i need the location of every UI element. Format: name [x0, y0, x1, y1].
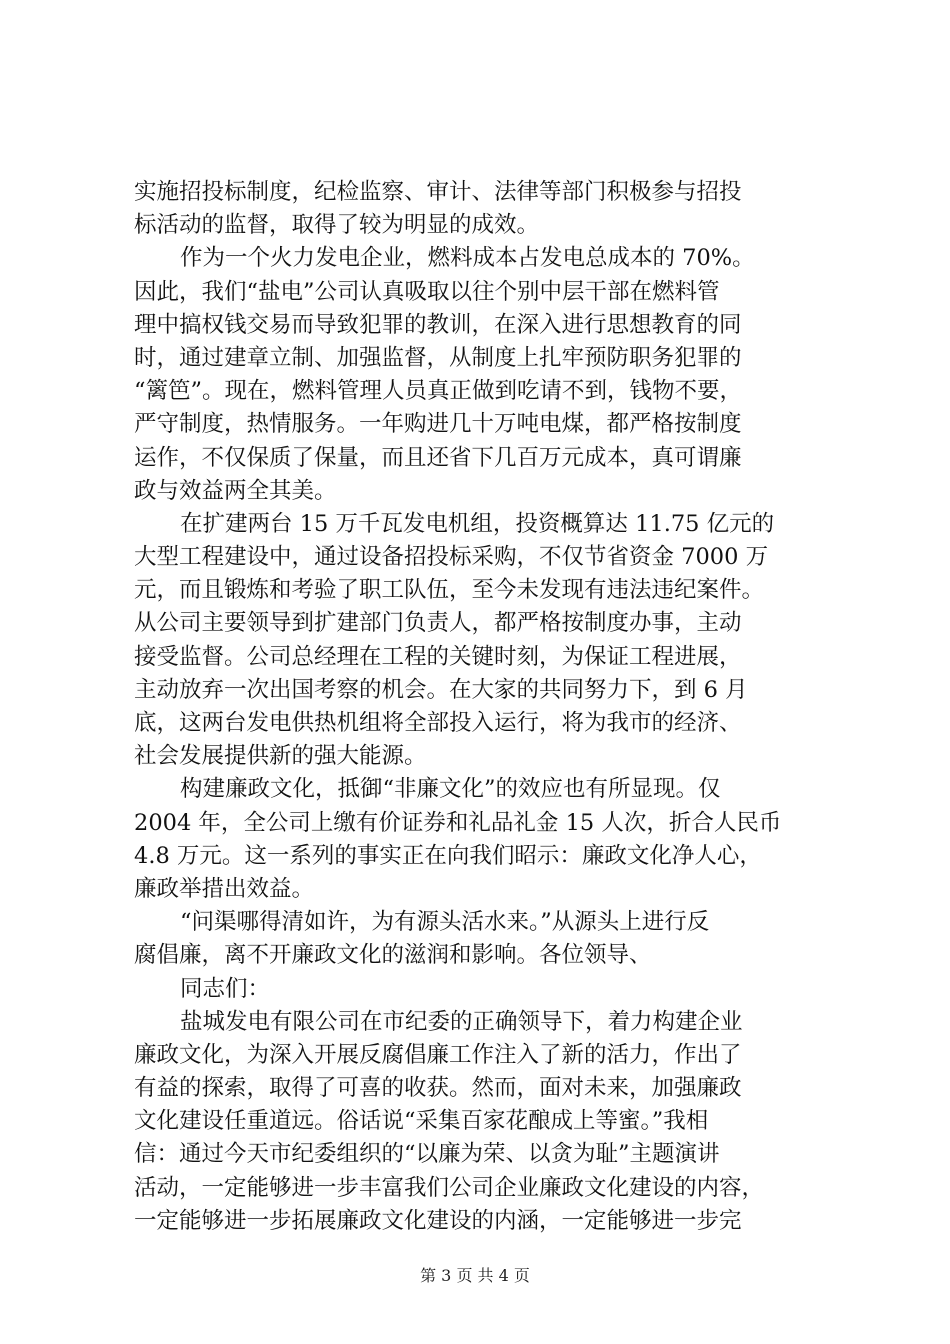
text-line: 作为一个火力发电企业，燃料成本占发电总成本的 70%。: [180, 245, 755, 272]
text-line: 社会发展提供新的强大能源。: [134, 743, 427, 770]
text-line: “篱笆”。现在，燃料管理人员真正做到吃请不到，钱物不要，: [134, 378, 743, 405]
text-line: 因此，我们“盐电”公司认真吸取以往个别中层干部在燃料管: [134, 278, 720, 305]
text-line: 构建廉政文化，抵御“非廉文化”的效应也有所显现。仅: [180, 776, 721, 803]
text-line: 主动放弃一次出国考察的机会。在大家的共同努力下，到 6 月: [134, 676, 748, 703]
text-line: 腐倡廉，离不开廉政文化的滋润和影响。各位领导、: [134, 942, 652, 969]
text-line: 活动，一定能够进一步丰富我们公司企业廉政文化建设的内容，: [134, 1174, 765, 1201]
text-line: 盐城发电有限公司在市纪委的正确领导下，着力构建企业: [180, 1008, 743, 1035]
document-body: [134, 176, 824, 1238]
text-line: 理中搞权钱交易而导致犯罪的教训，在深入进行思想教育的同: [134, 311, 742, 338]
text-line: 有益的探索，取得了可喜的收获。然而，面对未来，加强廉政: [134, 1075, 742, 1102]
text-line: 2004 年，全公司上缴有价证券和礼品礼金 15 人次，折合人民币: [134, 809, 782, 836]
text-line: 一定能够进一步拓展廉政文化建设的内涵，一定能够进一步完: [134, 1207, 742, 1234]
text-line: 严守制度，热情服务。一年购进几十万吨电煤，都严格按制度: [134, 411, 742, 438]
text-line: 在扩建两台 15 万千瓦发电机组，投资概算达 11.75 亿元的: [180, 510, 775, 537]
text-line: 元，而且锻炼和考验了职工队伍，至今未发现有违法违纪案件。: [134, 577, 765, 604]
text-line: 实施招投标制度，纪检监察、审计、法律等部门积极参与招投: [134, 179, 742, 205]
text-line: 底，这两台发电供热机组将全部投入运行，将为我市的经济、: [134, 710, 742, 736]
text-line: 政与效益两全其美。: [134, 477, 337, 504]
text-line: 廉政文化，为深入开展反腐倡廉工作注入了新的活力，作出了: [134, 1041, 742, 1068]
text-line: 同志们：: [180, 975, 271, 1002]
text-line: 标活动的监督，取得了较为明显的成效。: [134, 212, 540, 239]
text-line: 大型工程建设中，通过设备招投标采购，不仅节省资金 7000 万: [134, 544, 769, 571]
text-line: 文化建设任重道远。俗话说“采集百家花酿成上等蜜。”我相: [134, 1108, 709, 1135]
text-line: 4.8 万元。这一系列的事实正在向我们昭示：廉政文化净人心，: [134, 842, 762, 869]
page-footer: 第 3 页 共 4 页: [420, 1266, 530, 1285]
text-line: 信：通过今天市纪委组织的“以廉为荣、以贪为耻”主题演讲: [134, 1141, 720, 1168]
text-line: 廉政举措出效益。: [134, 875, 315, 902]
text-line: 接受监督。公司总经理在工程的关键时刻，为保证工程进展，: [134, 643, 742, 670]
text-line: 运作，不仅保质了保量，而且还省下几百万元成本，真可谓廉: [134, 444, 742, 471]
text-line: 从公司主要领导到扩建部门负责人，都严格按制度办事，主动: [134, 610, 742, 637]
text-line: 时，通过建章立制、加强监督，从制度上扎牢预防职务犯罪的: [134, 344, 742, 371]
text-line: “问渠哪得清如许，为有源头活水来。”从源头上进行反: [180, 909, 710, 936]
